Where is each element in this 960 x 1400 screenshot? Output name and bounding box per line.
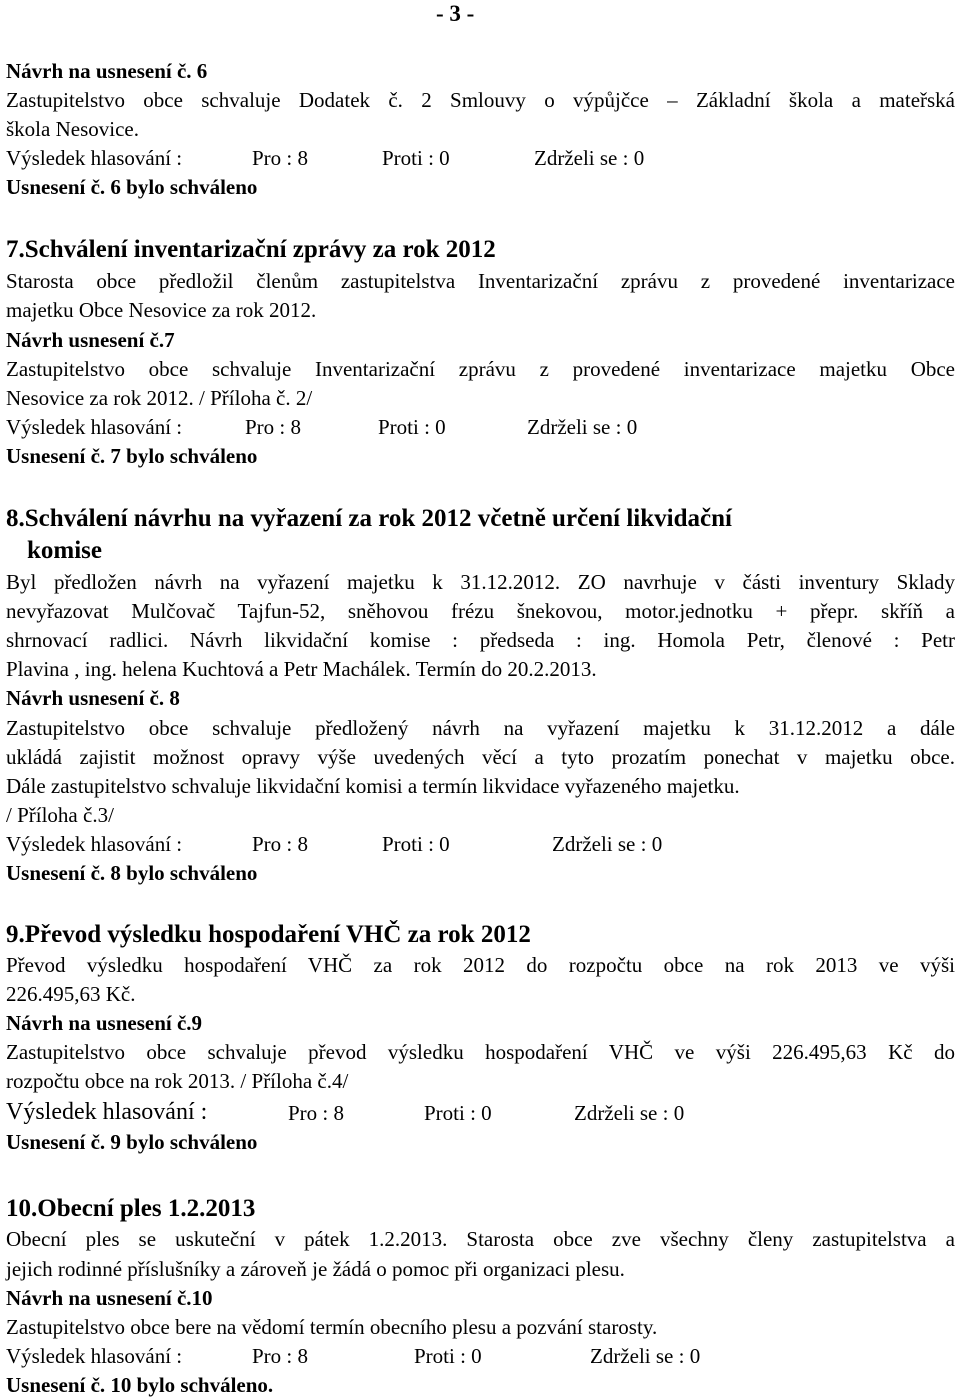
s7-vote-zdrzeli: Zdrželi se : 0 [527, 415, 638, 439]
s8-vote-label: Výsledek hlasování : [6, 832, 183, 856]
s9-heading: 9.Převod výsledku hospodaření VHČ za rok 2012 [6, 921, 531, 948]
s9-proposal-line-1: Zastupitelstvo obce schvaluje převod výsledku hospodaření VHČ ve výši 226.495,63 Kč do [6, 1040, 955, 1064]
s6-vote-proti: Proti : 0 [382, 146, 450, 170]
s8-proposal-line-2: ukládá zajistit možnost opravy výše uvedených věcí a tyto prozatím ponechat v majetku obce. [6, 745, 955, 769]
s10-vote-label: Výsledek hlasování : [6, 1344, 183, 1368]
s9-proposal-line-2: rozpočtu obce na rok 2013. / Příloha č.4/ [6, 1069, 349, 1093]
s9-result: Usnesení č. 9 bylo schváleno [6, 1130, 258, 1154]
s7-vote-proti: Proti : 0 [378, 415, 446, 439]
s8-heading-line-2: komise [27, 537, 102, 564]
s8-vote-pro: Pro : 8 [252, 832, 309, 856]
s9-vote-label: Výsledek hlasování : [6, 1099, 208, 1125]
s10-heading: 10.Obecní ples 1.2.2013 [6, 1195, 256, 1222]
s9-vote-proti: Proti : 0 [424, 1101, 492, 1125]
s9-text-line-2: 226.495,63 Kč. [6, 982, 136, 1006]
s7-vote-label: Výsledek hlasování : [6, 415, 183, 439]
s8-proposal-line-3: Dále zastupitelstvo schvaluje likvidační komisi a termín likvidace vyřazeného majetku. [6, 774, 740, 798]
s6-vote-label: Výsledek hlasování : [6, 146, 183, 170]
s7-proposal-line-1: Zastupitelstvo obce schvaluje Inventarizační zprávu z provedené inventarizace majetku Obce [6, 357, 955, 381]
page-number: - 3 - [436, 1, 475, 26]
s7-text-line-2: majetku Obce Nesovice za rok 2012. [6, 298, 317, 322]
s7-proposal-title: Návrh usnesení č.7 [6, 328, 175, 352]
s8-proposal-line-4: / Příloha č.3/ [6, 803, 114, 827]
s6-text-line-2: škola Nesovice. [6, 117, 139, 141]
s10-proposal-title: Návrh na usnesení č.10 [6, 1286, 213, 1310]
s8-vote-proti: Proti : 0 [382, 832, 450, 856]
s6-vote-zdrzeli: Zdrželi se : 0 [534, 146, 645, 170]
s7-vote-pro: Pro : 8 [245, 415, 302, 439]
s8-heading-line-1: 8.Schválení návrhu na vyřazení za rok 2012 včetně určení likvidační [6, 505, 732, 532]
s8-text-line-2: nevyřazovat Mulčovač Tajfun-52, sněhovou frézu šnekovou, motor.jednotku + přepr. skříň a [6, 599, 955, 623]
s7-text-line-1: Starosta obce předložil členům zastupitelstva Inventarizační zprávu z provedené inventarizace [6, 269, 955, 293]
s6-result: Usnesení č. 6 bylo schváleno [6, 175, 258, 199]
s6-proposal-title: Návrh na usnesení č. 6 [6, 59, 208, 83]
s9-vote-zdrzeli: Zdrželi se : 0 [574, 1101, 685, 1125]
s8-result: Usnesení č. 8 bylo schváleno [6, 861, 258, 885]
s8-text-line-4: Plavina , ing. helena Kuchtová a Petr Machálek. Termín do 20.2.2013. [6, 657, 597, 681]
s10-vote-pro: Pro : 8 [252, 1344, 309, 1368]
s8-vote-zdrzeli: Zdrželi se : 0 [552, 832, 663, 856]
s10-text-line-1: Obecní ples se uskuteční v pátek 1.2.2013. Starosta obce zve všechny členy zastupitelstva a [6, 1227, 955, 1251]
s7-result: Usnesení č. 7 bylo schváleno [6, 444, 258, 468]
s10-vote-proti: Proti : 0 [414, 1344, 482, 1368]
s10-result: Usnesení č. 10 bylo schváleno. [6, 1373, 274, 1397]
s8-proposal-line-1: Zastupitelstvo obce schvaluje předložený návrh na vyřazení majetku k 31.12.2012 a dále [6, 716, 955, 740]
s8-text-line-3: shrnovací radlici. Návrh likvidační komise : předseda : ing. Homola Petr, členové : Petr [6, 628, 955, 652]
s9-proposal-title: Návrh na usnesení č.9 [6, 1011, 203, 1035]
s9-vote-pro: Pro : 8 [288, 1101, 345, 1125]
s6-text-line-1: Zastupitelstvo obce schvaluje Dodatek č. 2 Smlouvy o výpůjčce – Základní škola a mateřská [6, 88, 955, 112]
s10-proposal-line-1: Zastupitelstvo obce bere na vědomí termín obecního plesu a pozvání starosty. [6, 1315, 658, 1339]
s7-heading: 7.Schválení inventarizační zprávy za rok 2012 [6, 236, 496, 263]
s6-vote-pro: Pro : 8 [252, 146, 309, 170]
s8-proposal-title: Návrh usnesení č. 8 [6, 686, 180, 710]
s7-proposal-line-2: Nesovice za rok 2012. / Příloha č. 2/ [6, 386, 313, 410]
s10-vote-zdrzeli: Zdrželi se : 0 [590, 1344, 701, 1368]
s8-text-line-1: Byl předložen návrh na vyřazení majetku k 31.12.2012. ZO navrhuje v části inventury Sklady [6, 570, 955, 594]
s9-text-line-1: Převod výsledku hospodaření VHČ za rok 2012 do rozpočtu obce na rok 2013 ve výši [6, 953, 955, 977]
s10-text-line-2: jejich rodinné příslušníky a zároveň je žádá o pomoc při organizaci plesu. [6, 1257, 625, 1281]
